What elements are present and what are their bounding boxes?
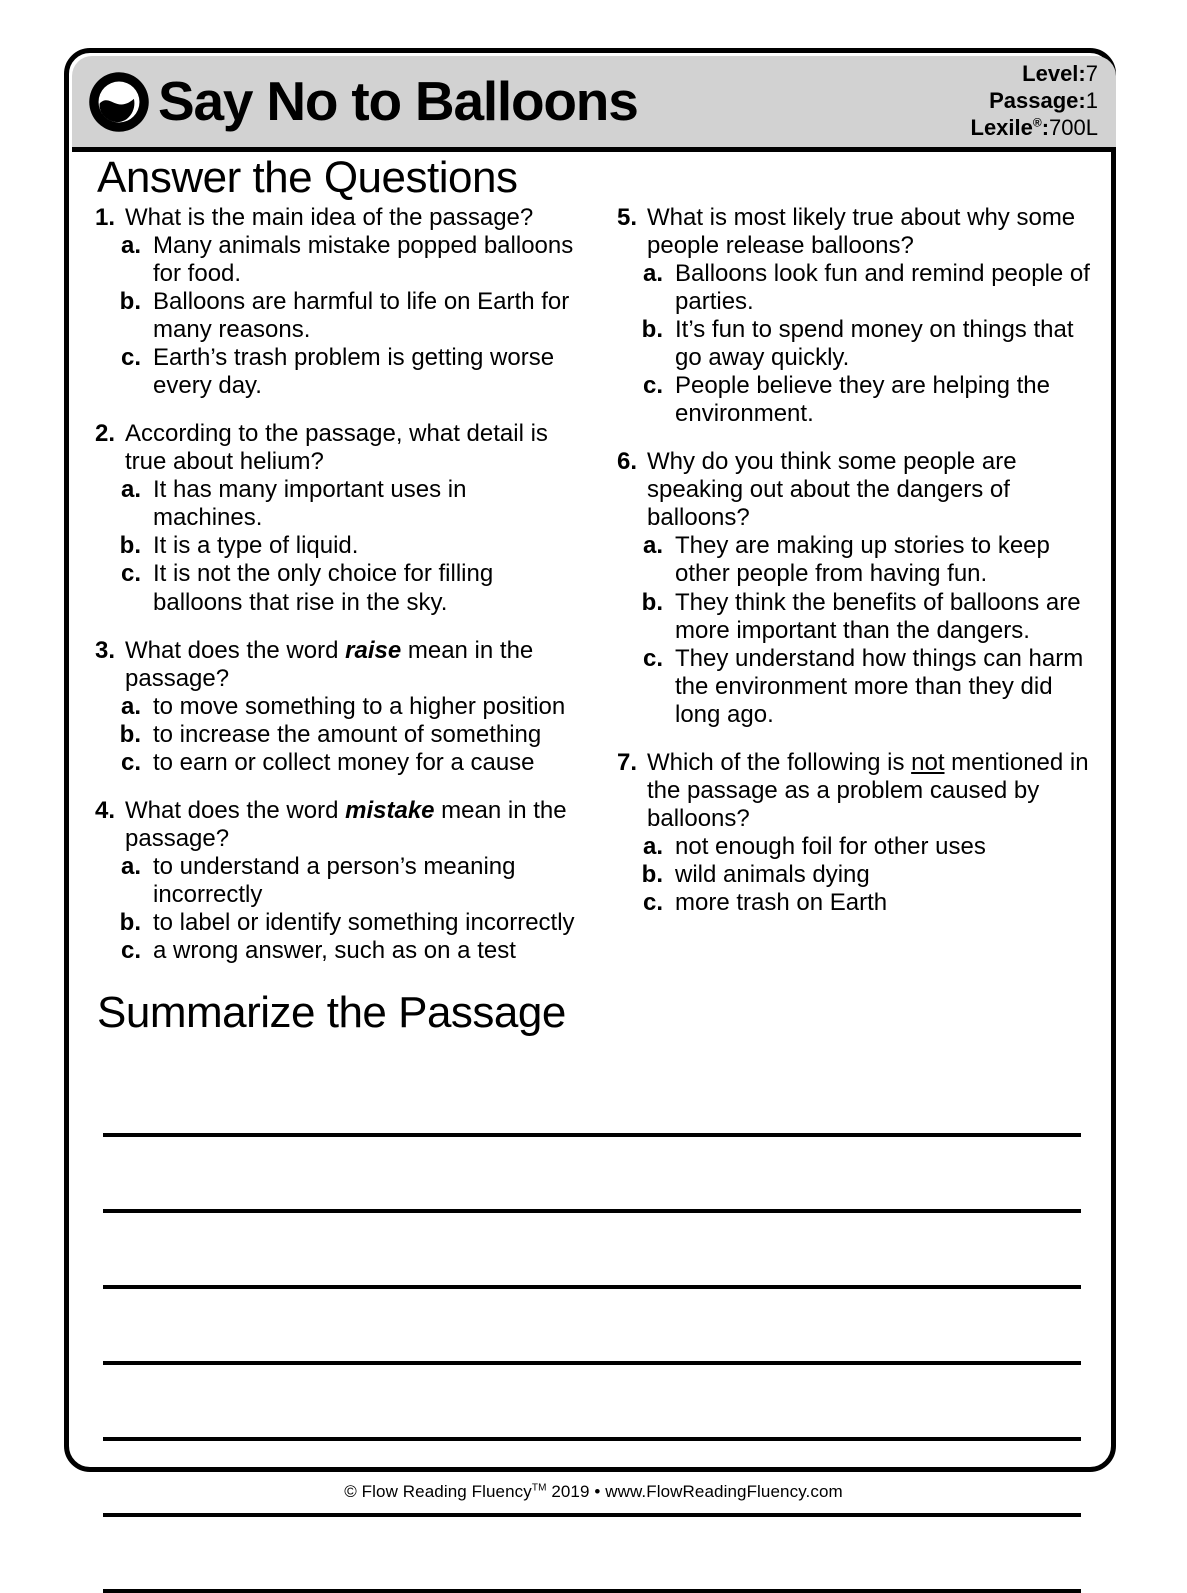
summary-writing-line[interactable]	[103, 1061, 1081, 1137]
answer-choice-letter: c.	[642, 371, 663, 399]
answer-choice-text: wild animals dying	[675, 861, 870, 889]
question-prompt-row	[91, 797, 575, 853]
answer-choice-text: to label or identify something incorrectly	[153, 909, 575, 937]
question-number: 6.	[616, 448, 637, 476]
page-footer	[0, 1482, 1187, 1502]
question-prompt-row	[91, 637, 575, 693]
answer-choice-c[interactable]	[613, 372, 1091, 428]
footer-copyright-text: © Flow Reading Fluency	[344, 1482, 532, 1501]
meta-label-level: Level:	[1022, 61, 1086, 87]
answer-choice-list	[91, 232, 575, 400]
question-block-1	[91, 204, 575, 401]
summary-writing-line[interactable]	[103, 1289, 1081, 1365]
question-prompt-row	[613, 448, 1091, 532]
meta-value-level: 7	[1085, 61, 1098, 87]
answer-choice-letter: c.	[642, 644, 663, 672]
question-number: 4.	[94, 797, 115, 824]
answer-choice-text: It has many important uses in machines.	[153, 476, 467, 532]
questions-right-column	[591, 204, 1091, 986]
answer-choice-text: It is a type of liquid.	[153, 532, 359, 560]
answer-choice-a[interactable]	[613, 833, 1091, 861]
worksheet-header	[72, 56, 1116, 152]
answer-choice-c[interactable]	[91, 937, 575, 965]
question-block-2	[91, 420, 575, 617]
meta-row-level	[971, 61, 1099, 88]
answer-choice-b[interactable]	[613, 861, 1091, 889]
negation-word: not	[911, 748, 945, 776]
answer-choice-letter: b.	[119, 287, 141, 315]
answer-choice-b[interactable]	[91, 721, 575, 749]
answer-choice-text: to understand a person’s meaning incorrectly	[153, 853, 516, 909]
answer-choice-text: It is not the only choice for filling balloons that rise in the sky.	[153, 560, 494, 616]
answer-choice-list	[91, 853, 575, 965]
question-number: 7.	[616, 748, 637, 776]
summary-writing-line[interactable]	[103, 1365, 1081, 1441]
answer-choice-letter: b.	[119, 909, 141, 937]
answer-choice-a[interactable]	[91, 853, 575, 909]
answer-choice-c[interactable]	[613, 889, 1091, 917]
answer-choice-a[interactable]	[91, 232, 575, 288]
question-prompt-row	[613, 749, 1091, 833]
answer-choice-list	[91, 476, 575, 616]
answer-choice-text: Balloons are harmful to life on Earth for many reasons.	[153, 287, 570, 343]
question-prompt-text: Which of the following is not mentioned in the passage as a problem caused by balloons?	[647, 748, 1089, 833]
answer-choice-text: They understand how things can harm the environment more than they did long ago.	[675, 644, 1084, 728]
question-block-6	[613, 448, 1091, 729]
question-block-3	[91, 637, 575, 777]
answer-choice-text: They think the benefits of balloons are more important than the dangers.	[675, 588, 1081, 644]
answer-choice-c[interactable]	[91, 749, 575, 777]
summarize-passage-heading: Summarize the Passage	[97, 988, 566, 1038]
meta-row-lexile	[971, 115, 1099, 142]
question-number: 1.	[94, 203, 115, 231]
questions-columns	[91, 204, 1091, 986]
question-block-4	[91, 797, 575, 965]
answer-choice-text: It’s fun to spend money on things that go away quickly.	[675, 315, 1074, 371]
registered-trademark-icon: ®	[1032, 115, 1042, 130]
vocabulary-word: mistake	[345, 797, 435, 824]
summary-writing-line[interactable]	[103, 1517, 1081, 1593]
meta-row-passage	[971, 88, 1099, 115]
answer-choice-a[interactable]	[91, 693, 575, 721]
question-prompt-text: What does the word mistake mean in the passage?	[125, 797, 567, 853]
answer-choice-text: more trash on Earth	[675, 889, 888, 917]
answer-choice-text: to earn or collect money for a cause	[153, 748, 535, 776]
worksheet-body	[69, 152, 1113, 1593]
meta-value-lexile: 700L	[1049, 114, 1098, 140]
question-number: 3.	[94, 636, 115, 664]
question-prompt-text: What does the word raise mean in the passage?	[125, 636, 534, 692]
question-prompt-text: What is the main idea of the passage?	[125, 203, 534, 231]
summary-writing-lines	[91, 1061, 1091, 1593]
answer-choice-b[interactable]	[91, 288, 575, 344]
answer-choice-b[interactable]	[613, 589, 1091, 645]
answer-choice-letter: a.	[642, 833, 663, 861]
answer-choice-text: They are making up stories to keep other people from having fun.	[675, 532, 1050, 588]
answer-choice-letter: c.	[120, 748, 141, 776]
answer-choice-letter: c.	[642, 889, 663, 917]
answer-choice-b[interactable]	[613, 316, 1091, 372]
question-number: 5.	[616, 203, 637, 231]
answer-choice-a[interactable]	[613, 260, 1091, 316]
page-title: Say No to Balloons	[158, 70, 638, 132]
answer-choice-text: a wrong answer, such as on a test	[153, 937, 516, 965]
question-prompt-row	[91, 420, 575, 476]
answer-questions-heading: Answer the Questions	[97, 153, 518, 202]
answer-choice-letter: b.	[641, 861, 663, 889]
answer-choice-b[interactable]	[91, 909, 575, 937]
answer-choice-letter: b.	[119, 720, 141, 748]
answer-choice-list	[613, 833, 1091, 917]
answer-choice-text: Earth’s trash problem is getting worse every day.	[153, 343, 555, 399]
footer-url-text: 2019 • www.FlowReadingFluency.com	[546, 1482, 843, 1501]
answer-choice-letter: a.	[120, 692, 141, 720]
summary-writing-line[interactable]	[103, 1137, 1081, 1213]
flow-circle-wave-logo-icon	[88, 71, 150, 133]
summary-writing-line[interactable]	[103, 1213, 1081, 1289]
answer-choice-text: People believe they are helping the environment.	[675, 371, 1050, 428]
question-prompt-row	[91, 204, 575, 232]
question-prompt-text: According to the passage, what detail is true about helium?	[125, 420, 548, 476]
answer-choice-text: not enough foil for other uses	[675, 833, 986, 861]
answer-choice-a[interactable]	[613, 532, 1091, 588]
answer-choice-b[interactable]	[91, 532, 575, 560]
meta-label-lexile: Lexile	[970, 114, 1033, 140]
answer-choice-letter: a.	[120, 853, 141, 881]
vocabulary-word: raise	[345, 636, 402, 664]
answer-choice-letter: c.	[120, 560, 141, 588]
answer-choice-c[interactable]	[613, 645, 1091, 729]
answer-choice-letter: a.	[120, 476, 141, 504]
answer-choice-letter: a.	[642, 259, 663, 287]
answer-choice-letter: b.	[641, 315, 663, 343]
answer-choice-a[interactable]	[91, 476, 575, 532]
answer-choice-list	[91, 693, 575, 777]
worksheet-page	[64, 48, 1116, 1472]
question-prompt-text: Why do you think some people are speaking out about the dangers of balloons?	[647, 448, 1017, 532]
answer-choice-text: to increase the amount of something	[153, 720, 542, 748]
answer-choice-letter: c.	[120, 937, 141, 965]
question-prompt-text: What is most likely true about why some people release balloons?	[647, 203, 1076, 259]
question-block-5	[613, 204, 1091, 429]
answer-choice-c[interactable]	[91, 560, 575, 616]
question-number: 2.	[94, 420, 115, 448]
answer-choice-c[interactable]	[91, 344, 575, 400]
answer-choice-letter: c.	[120, 343, 141, 371]
answer-choice-text: Many animals mistake popped balloons for food.	[153, 231, 574, 287]
answer-choice-text: Balloons look fun and remind people of parties.	[675, 259, 1090, 315]
header-metadata	[971, 61, 1099, 141]
meta-value-passage: 1	[1085, 88, 1098, 114]
trademark-icon: TM	[531, 1482, 547, 1494]
answer-choice-list	[613, 260, 1091, 428]
question-prompt-row	[613, 204, 1091, 260]
answer-choice-letter: a.	[120, 231, 141, 259]
meta-label-lexile-colon: :	[1041, 114, 1050, 140]
questions-left-column	[91, 204, 591, 986]
meta-label-passage: Passage:	[989, 88, 1086, 114]
answer-choice-letter: b.	[119, 532, 141, 560]
summary-writing-line[interactable]	[103, 1441, 1081, 1517]
answer-choice-text: to move something to a higher position	[153, 692, 566, 720]
question-block-7	[613, 749, 1091, 917]
answer-choice-list	[613, 532, 1091, 729]
answer-choice-letter: a.	[642, 532, 663, 560]
answer-choice-letter: b.	[641, 588, 663, 616]
